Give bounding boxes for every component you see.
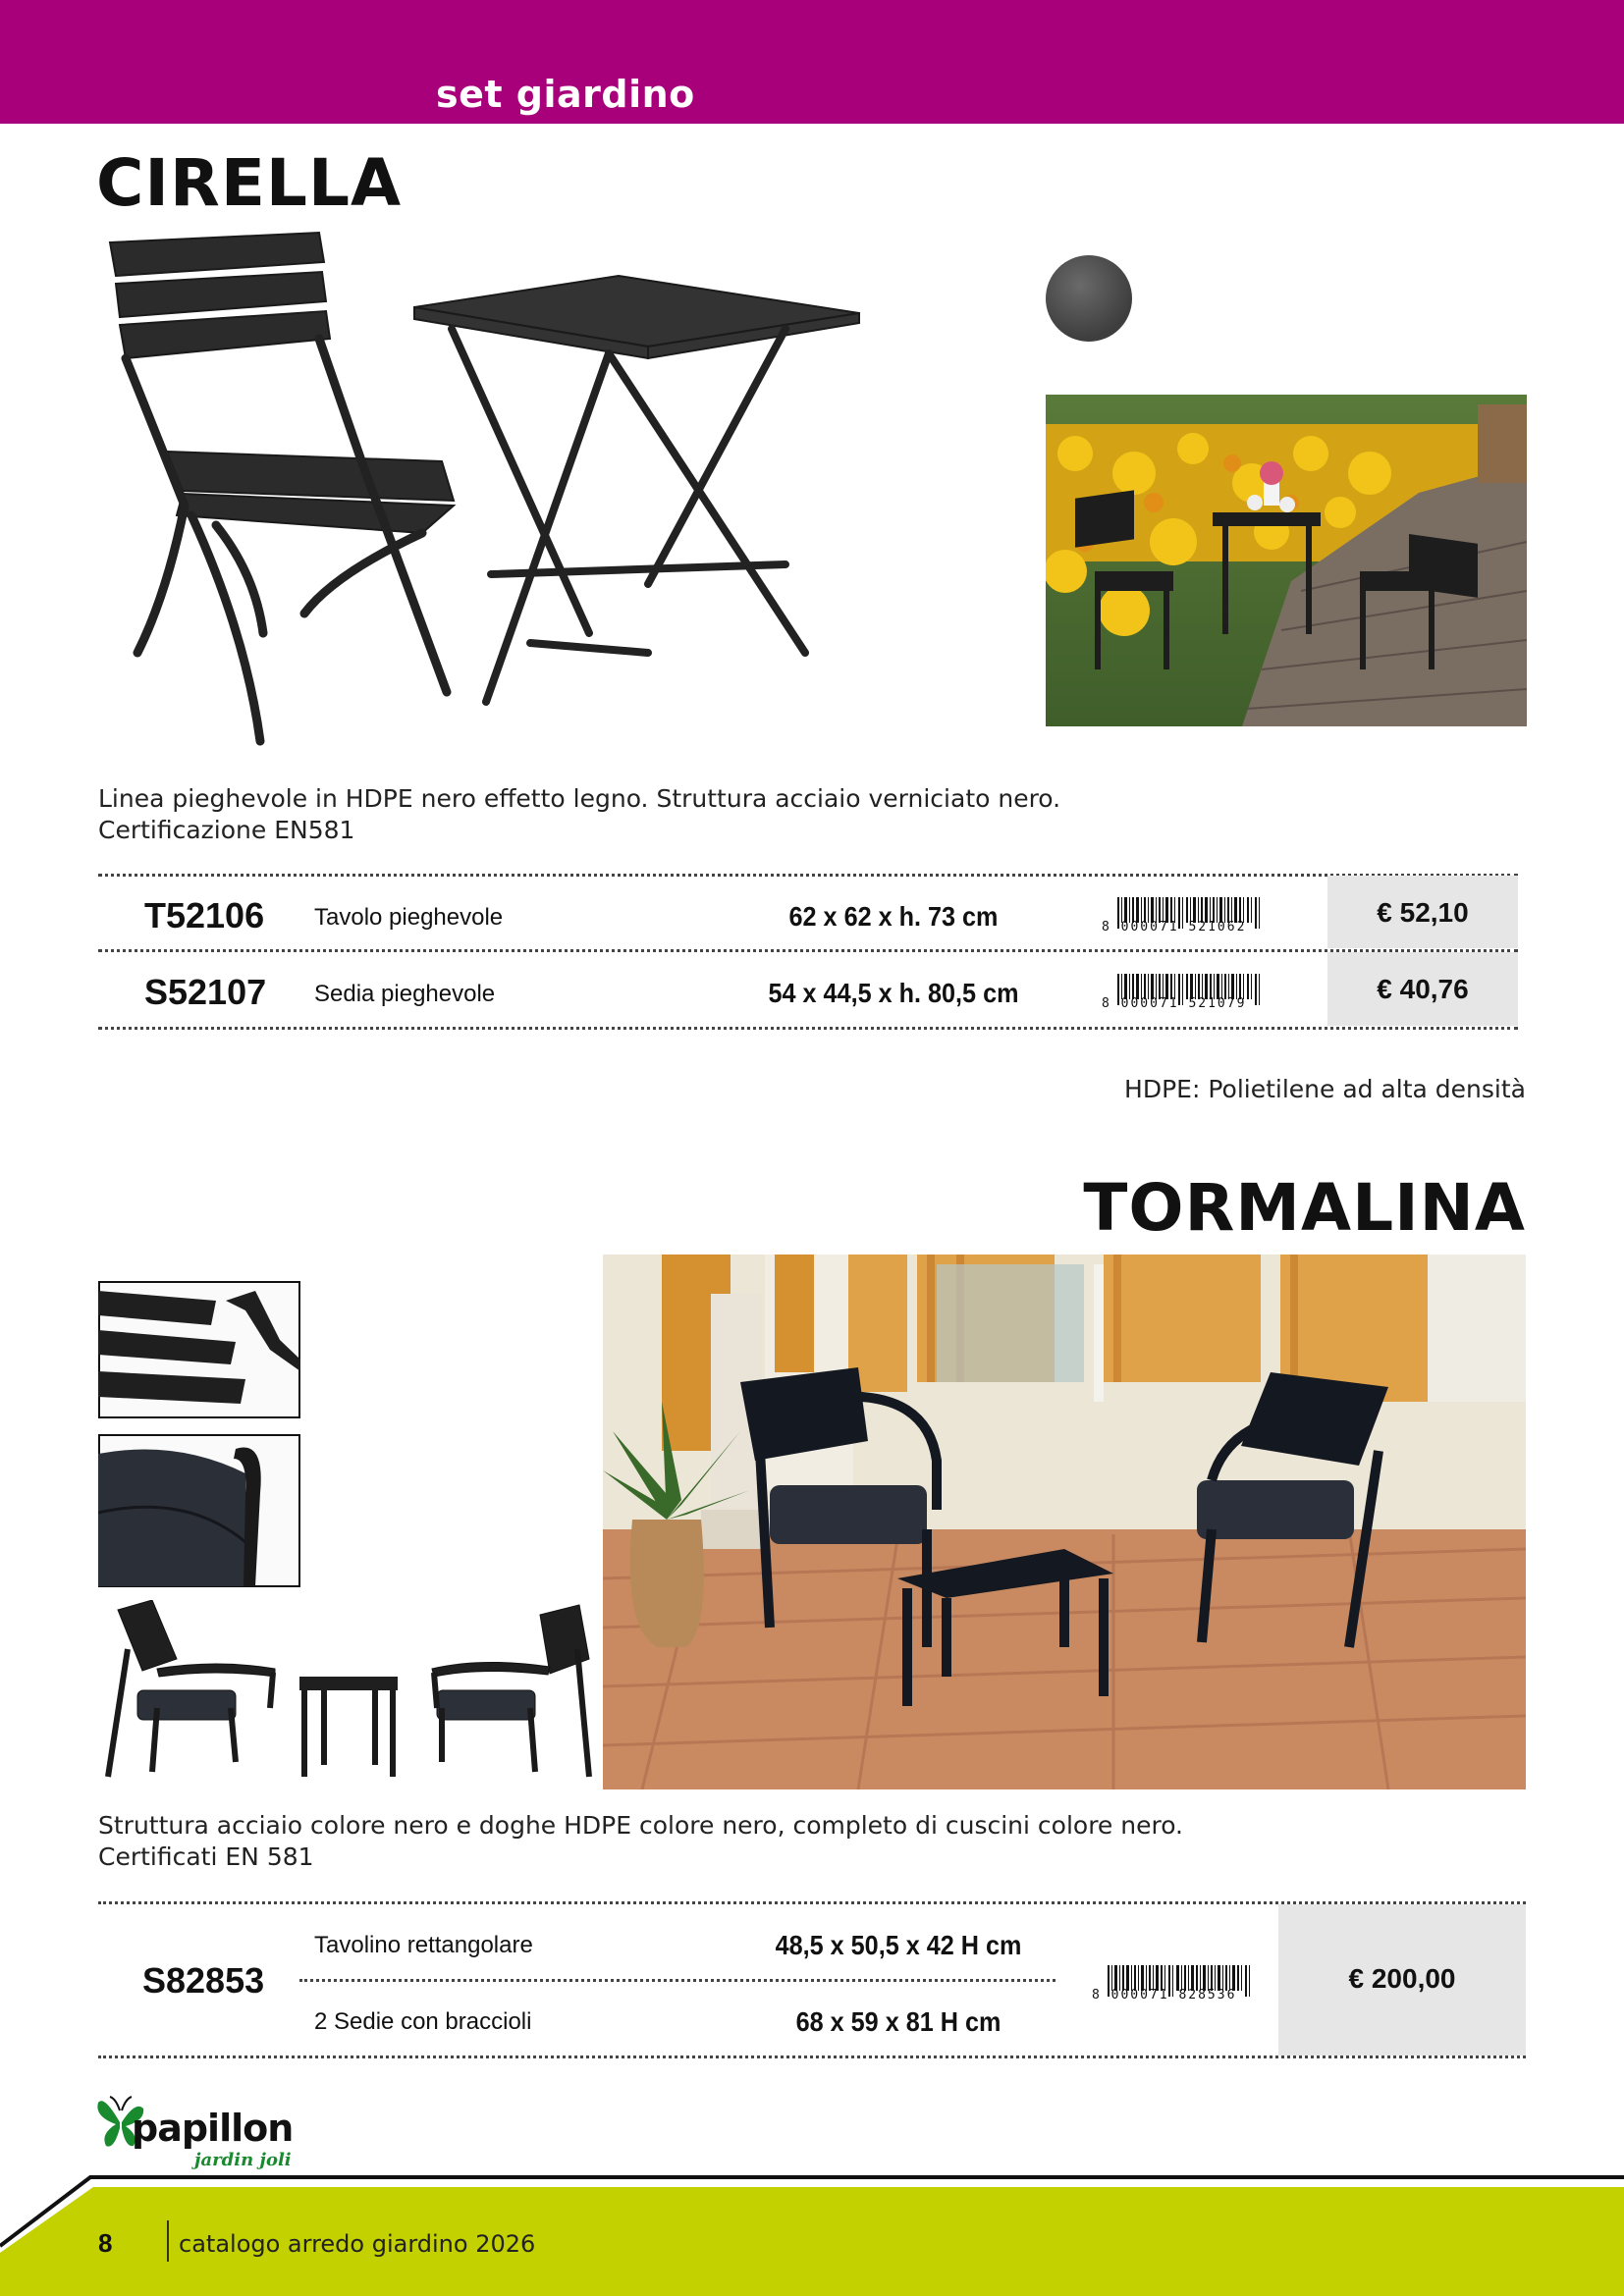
product-dimensions: 48,5 x 50,5 x 42 H cm (775, 1930, 1022, 1960)
cirella-description-line1: Linea pieghevole in HDPE nero effetto legno. Struttura acciaio verniciato nero. (98, 784, 1061, 813)
header-bar (0, 0, 1624, 124)
footer-catalog-title: catalogo arredo giardino 2026 (179, 2230, 536, 2258)
table-divider (98, 949, 1518, 952)
footer-separator (167, 2220, 169, 2262)
table-divider (299, 1979, 1056, 1982)
product-name: Tavolino rettangolare (314, 1932, 533, 1958)
product-price: € 200,00 (1348, 1963, 1456, 1994)
barcode (1102, 890, 1276, 939)
papillon-logo (96, 2091, 312, 2179)
header-title: set giardino (436, 73, 695, 116)
product-dimensions: 54 x 44,5 x h. 80,5 cm (768, 978, 1019, 1008)
cirella-title: CIRELLA (96, 145, 403, 221)
table-divider (98, 2056, 1526, 2058)
product-name: Tavolo pieghevole (314, 904, 504, 931)
cirella-product-image (98, 221, 884, 756)
page-number: 8 (98, 2228, 113, 2258)
detail-thumbnail-cushion (98, 1434, 300, 1587)
tormalina-title: TORMALINA (1083, 1170, 1526, 1246)
barcode (1102, 967, 1276, 1016)
detail-thumbnail-backrest (98, 1281, 300, 1418)
tormalina-description-line2: Certificati EN 581 (98, 1842, 314, 1871)
table-divider (98, 1027, 1518, 1030)
color-swatch (1046, 255, 1132, 342)
tormalina-product-image (98, 1600, 594, 1787)
barcode-number: 8 000071 521079 (1102, 996, 1247, 1011)
barcode-number: 8 000071 828536 (1092, 1988, 1237, 2002)
logo-tagline: jardin joli (194, 2150, 292, 2170)
product-price: € 52,10 (1377, 897, 1469, 928)
product-price: € 40,76 (1377, 974, 1469, 1004)
cirella-description-line2: Certificazione EN581 (98, 816, 355, 844)
product-name: 2 Sedie con braccioli (314, 2008, 532, 2035)
barcode (1092, 1958, 1267, 2007)
product-dimensions: 62 x 62 x h. 73 cm (788, 901, 999, 932)
table-divider (98, 874, 1518, 877)
product-code: T52106 (144, 895, 265, 935)
tormalina-description-line1: Struttura acciaio colore nero e doghe HDPE colore nero, completo di cuscini colore nero. (98, 1811, 1184, 1840)
product-dimensions: 68 x 59 x 81 H cm (795, 2006, 1001, 2037)
logo-brand: papillon (132, 2107, 294, 2150)
tormalina-terrace-photo (603, 1255, 1526, 1789)
barcode-number: 8 000071 521062 (1102, 920, 1247, 934)
cirella-garden-photo (1046, 395, 1527, 726)
product-code: S82853 (142, 1960, 265, 2001)
product-name: Sedia pieghevole (314, 981, 496, 1007)
product-code: S52107 (144, 972, 267, 1012)
hdpe-note: HDPE: Polietilene ad alta densità (1124, 1075, 1526, 1103)
